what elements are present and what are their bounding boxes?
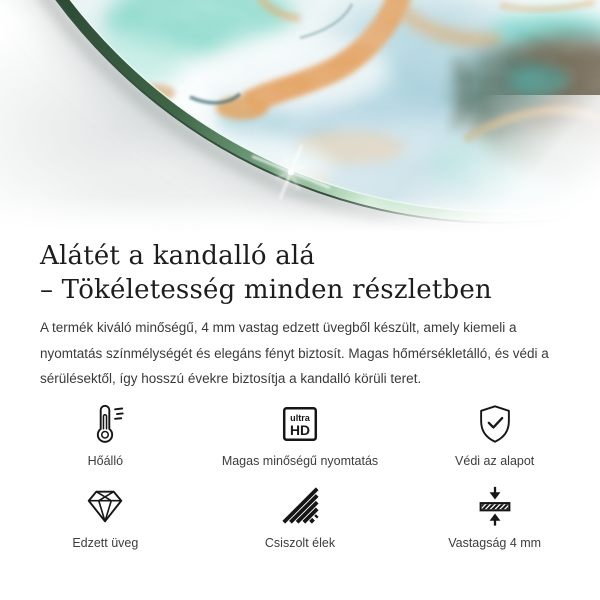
feature-grid xyxy=(6,402,594,550)
product-image xyxy=(0,0,600,235)
hd-text: HD xyxy=(289,421,310,438)
thickness-icon xyxy=(473,484,517,528)
feature-thickness xyxy=(397,484,592,550)
thermometer-icon xyxy=(83,402,127,446)
diamond-icon xyxy=(83,484,127,528)
feature-label: Csiszolt élek xyxy=(264,535,336,550)
feature-label: Edzett üveg xyxy=(72,535,139,550)
product-description: A termék kiváló minőségű, 4 mm vastag edzett üvegből készült, amely kiemeli a nyomtatás színmélységét és elegáns fényt biztosít. Magas hőmérsékletálló, és védi a sérülésektől, így hosszú évekre biztosítja a kandalló körüli teret. xyxy=(40,320,549,386)
feature-tempered-glass xyxy=(8,484,203,550)
title-line-2: – Tökéletesség minden részletben xyxy=(40,275,492,305)
shield-check-icon xyxy=(473,402,517,446)
polished-edges-icon xyxy=(278,484,322,528)
feature-heat-resistant xyxy=(8,402,203,468)
page-title xyxy=(40,239,560,307)
ultra-hd-icon xyxy=(278,402,322,446)
product-info-section xyxy=(0,239,600,550)
hearth-pad-photo xyxy=(0,0,600,235)
feature-label: Védi az alapot xyxy=(455,453,535,468)
feature-ultra-hd-print xyxy=(203,402,398,468)
title-line-1: Alátét a kandalló alá xyxy=(40,241,316,271)
feature-base-protection xyxy=(397,402,592,468)
feature-polished-edges xyxy=(203,484,398,550)
feature-label: Hőálló xyxy=(87,453,124,468)
feature-label: Vastagság 4 mm xyxy=(448,535,542,550)
ultra-text: ultra xyxy=(290,412,310,423)
feature-label: Magas minőségű nyomtatás xyxy=(221,453,379,468)
